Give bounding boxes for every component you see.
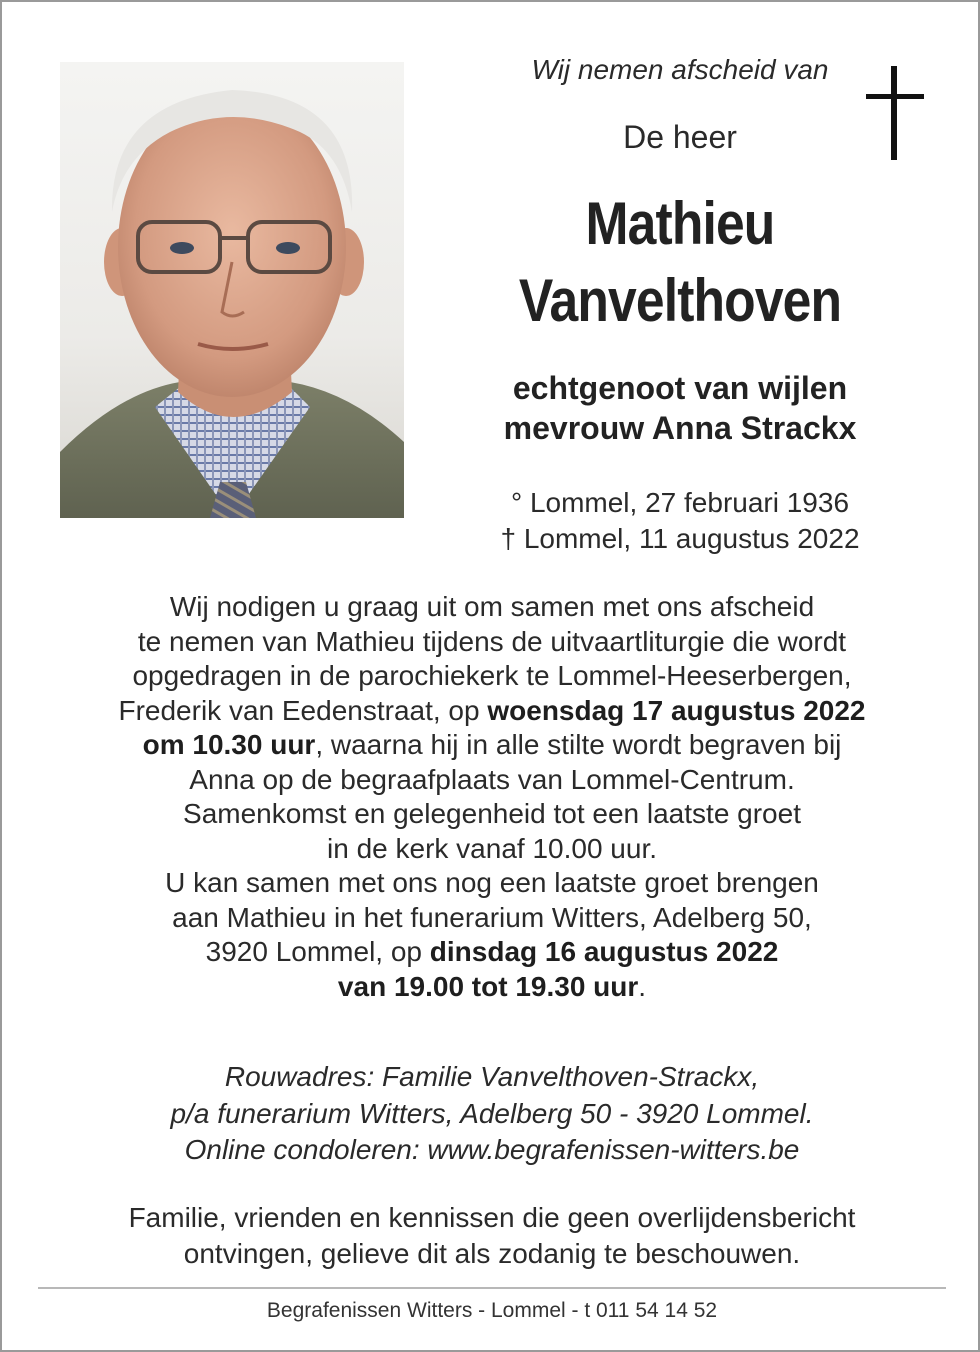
note-line: Familie, vrienden en kennissen die geen overlijdensbericht — [128, 1202, 856, 1233]
invitation-line — [42, 935, 942, 970]
invitation-text-part: Frederik van Eedenstraat, op — [118, 694, 488, 726]
invitation-text-part: 3920 Lommel, op — [205, 936, 430, 967]
honorific: De heer — [623, 119, 737, 155]
invitation-line: aan Mathieu in het funerarium Witters, Adelberg 50, — [172, 901, 812, 933]
life-dates — [432, 485, 928, 557]
address-line: Rouwadres: Familie Vanvelthoven-Strackx, — [224, 1061, 760, 1092]
invitation-line — [42, 728, 942, 763]
funeral-time: om 10.30 uur — [142, 729, 316, 760]
death-date: † Lommel, 11 augustus 2022 — [500, 523, 860, 554]
invitation-text-part: , waarna hij in alle stilte wordt begraven bij — [315, 729, 842, 760]
funeral-date: woensdag 17 augustus 2022 — [487, 694, 866, 726]
portrait-photo — [60, 62, 404, 518]
first-name: Mathieu — [585, 190, 775, 257]
invitation-line: te nemen van Mathieu tijdens de uitvaartliturgie die wordt — [137, 625, 847, 657]
visitation-date: dinsdag 16 augustus 2022 — [429, 936, 779, 967]
invitation-line — [42, 694, 942, 729]
invitation-text-part: . — [638, 970, 647, 1002]
closing-note — [42, 1200, 942, 1272]
invitation-line: Anna op de begraafplaats van Lommel-Centrum. — [189, 763, 795, 795]
invitation-line: in de kerk vanaf 10.00 uur. — [327, 832, 657, 864]
divider — [38, 1287, 946, 1289]
invitation-line — [42, 970, 942, 1005]
invitation-text — [42, 590, 942, 1004]
spouse-line-1: echtgenoot van wijlen — [512, 370, 848, 406]
visitation-time: van 19.00 tot 19.30 uur — [337, 970, 639, 1002]
mourning-address — [42, 1059, 942, 1169]
last-name: Vanvelthoven — [518, 267, 842, 334]
birth-date: ° Lommel, 27 februari 1936 — [510, 487, 850, 518]
spouse-info — [432, 368, 928, 448]
condolence-link[interactable]: Online condoleren: www.begrafenissen-witters.be — [184, 1134, 800, 1165]
note-line: ontvingen, gelieve dit als zodanig te beschouwen. — [183, 1238, 801, 1269]
invitation-line: Wij nodigen u graag uit om samen met ons afscheid — [169, 591, 815, 622]
invitation-line: opgedragen in de parochiekerk te Lommel-Heeserbergen, — [132, 660, 852, 691]
invitation-line: U kan samen met ons nog een laatste groet brengen — [165, 867, 819, 898]
address-line: p/a funerarium Witters, Adelberg 50 - 3920 Lommel. — [170, 1097, 814, 1129]
intro-text: Wij nemen afscheid van — [531, 54, 829, 85]
footer-contact: Begrafenissen Witters - Lommel - t 011 54 14 52 — [266, 1299, 718, 1322]
invitation-line: Samenkomst en gelegenheid tot een laatste groet — [183, 798, 801, 829]
spouse-line-2: mevrouw Anna Strackx — [503, 410, 857, 446]
